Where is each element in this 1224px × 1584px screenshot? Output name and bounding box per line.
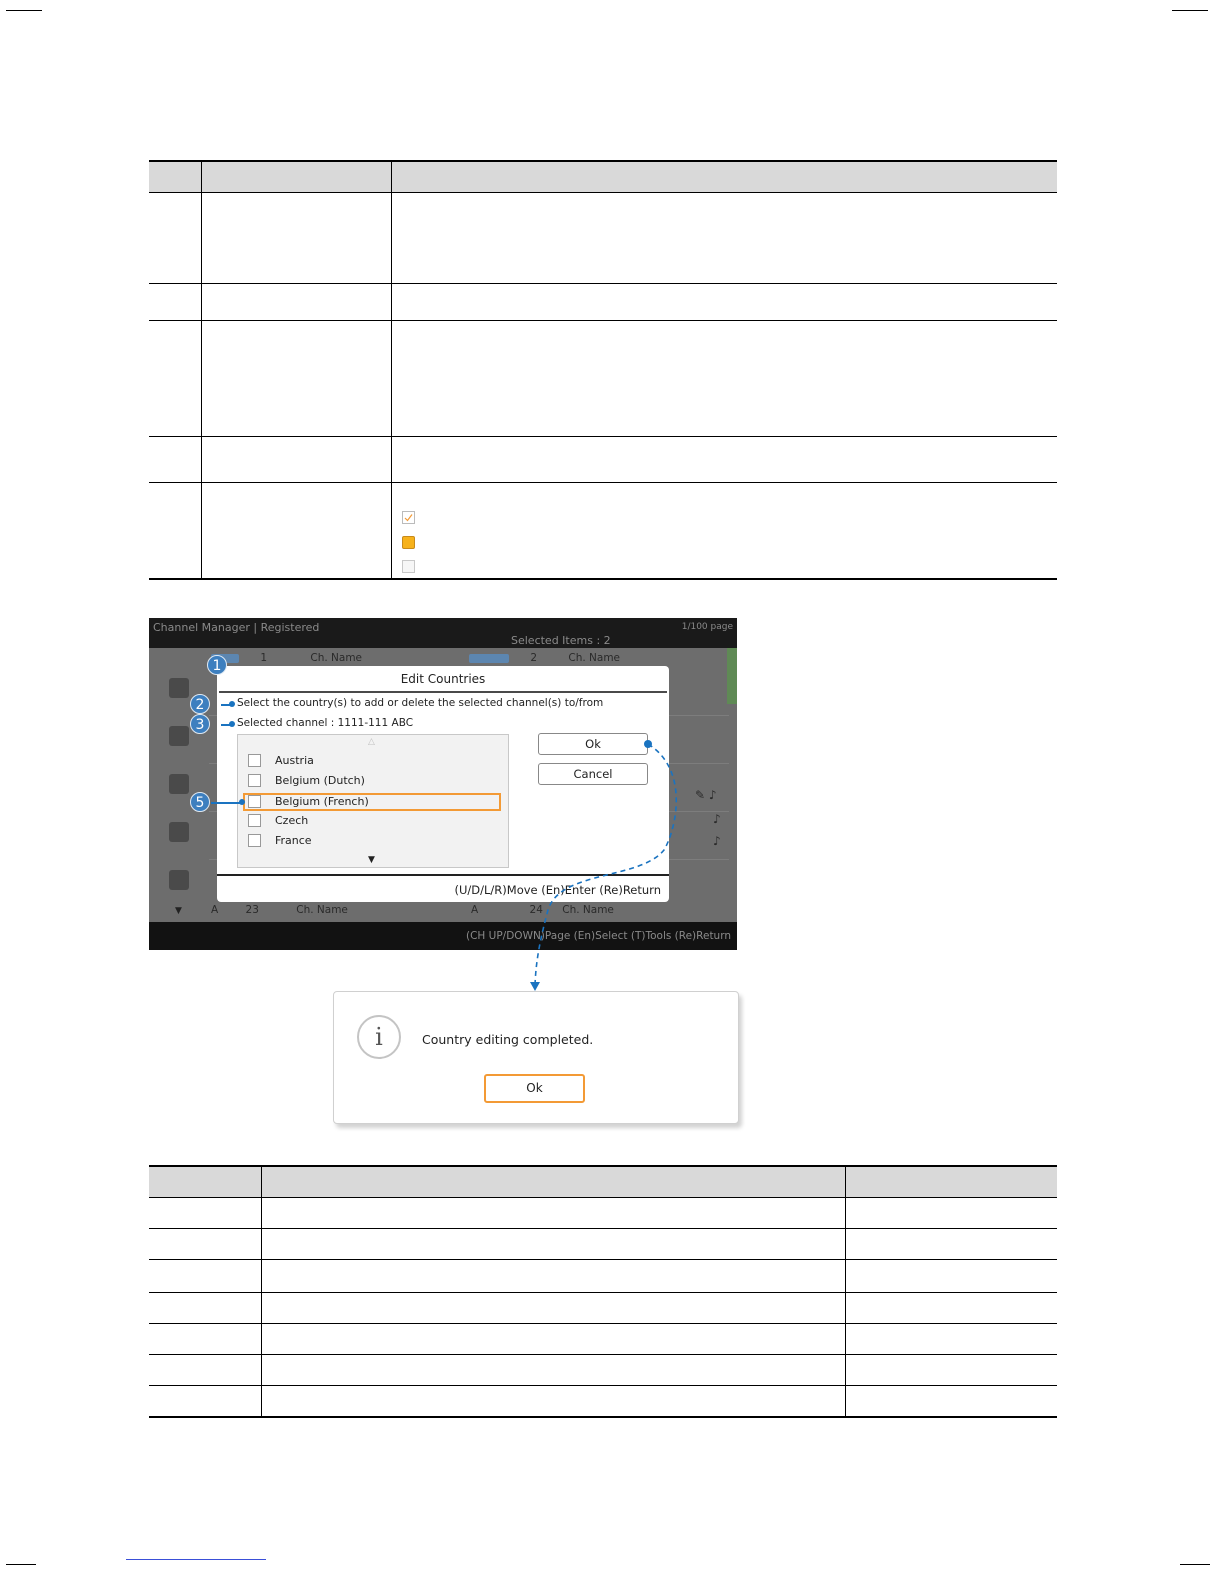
music-icon: ♪ [713, 834, 721, 848]
channel-name: Ch. Name [310, 652, 363, 664]
table-cell [149, 193, 201, 284]
channel-prefix: A [211, 904, 219, 916]
table-cell [201, 193, 391, 284]
table-header-row [149, 161, 1057, 193]
table-cell [845, 1198, 1057, 1229]
callout-marker-5: 5 [190, 792, 210, 812]
page-indicator: 1/100 page [681, 622, 733, 632]
tv-footer [149, 922, 737, 950]
channel-number: 1 [260, 652, 268, 664]
scrollbar-thumb[interactable] [727, 648, 737, 704]
selected-items-count: Selected Items : 2 [511, 634, 611, 647]
title-bar [149, 618, 737, 648]
scroll-down-icon[interactable]: ▼ [368, 855, 375, 865]
checkbox[interactable] [248, 774, 261, 787]
table-row [149, 1324, 1057, 1355]
checkbox[interactable] [248, 834, 261, 847]
footer-link-line [126, 1559, 266, 1560]
table-cell [845, 1355, 1057, 1386]
callout-dot [239, 799, 245, 805]
bottom-table [149, 1165, 1057, 1418]
channel-checkbox[interactable] [469, 654, 509, 663]
table-cell [261, 1260, 845, 1293]
popup-ok-button[interactable]: Ok [484, 1074, 585, 1103]
selected-channel-text: Selected channel : 1111-111 ABC [237, 717, 414, 729]
channel-row[interactable] [469, 652, 620, 664]
divider [217, 874, 669, 876]
table-cell [149, 1229, 261, 1260]
ok-button[interactable]: Ok [538, 733, 648, 755]
header-cell [149, 161, 201, 193]
table-row [149, 1260, 1057, 1293]
header-cell [391, 161, 1057, 193]
empty-checkbox-icon [402, 560, 415, 573]
dialog-title: Edit Countries [400, 672, 486, 686]
country-label: Austria [275, 754, 314, 767]
table-cell [845, 1229, 1057, 1260]
channel-row[interactable] [211, 904, 348, 916]
table-cell [845, 1324, 1057, 1355]
checkbox[interactable] [248, 795, 261, 808]
header-cell [845, 1166, 1057, 1198]
country-list[interactable] [237, 734, 509, 868]
side-button[interactable] [169, 822, 189, 842]
table-cell [391, 193, 1057, 284]
dialog-footer-hint: (U/D/L/R)Move (En)Enter (Re)Return [454, 883, 661, 897]
channel-number: 23 [245, 904, 259, 916]
table-cell [149, 437, 201, 483]
table-cell [201, 483, 391, 579]
channel-row[interactable] [471, 904, 614, 916]
table-cell [149, 1324, 261, 1355]
table-cell [149, 1355, 261, 1386]
tv-screenshot [149, 618, 737, 950]
checkbox[interactable] [248, 814, 261, 827]
country-label: Belgium (Dutch) [275, 774, 365, 787]
cancel-button[interactable]: Cancel [538, 763, 648, 785]
music-icon: ♪ [713, 812, 721, 826]
table-cell [149, 284, 201, 321]
callout-marker-3: 3 [190, 714, 210, 734]
channel-name: Ch. Name [296, 904, 348, 916]
table-row [149, 483, 1057, 579]
table-row [149, 1229, 1057, 1260]
crop-mark-top-right [1172, 10, 1208, 11]
lock-icon: ✎ ♪ [695, 788, 717, 802]
country-label: France [275, 834, 312, 847]
crop-mark-bottom-right [1180, 1564, 1210, 1565]
table-row [149, 1386, 1057, 1417]
table-cell [261, 1198, 845, 1229]
side-button[interactable] [169, 726, 189, 746]
table-row [149, 1293, 1057, 1324]
table-header-row [149, 1166, 1057, 1198]
crop-mark-top-left [6, 10, 42, 11]
channel-name: Ch. Name [568, 652, 621, 664]
channel-prefix: A [471, 904, 479, 916]
table-cell [391, 437, 1057, 483]
scroll-up-icon[interactable]: △ [368, 737, 375, 747]
completion-popup [333, 991, 739, 1124]
side-button[interactable] [169, 678, 189, 698]
callout-dot [229, 721, 235, 727]
table-row [149, 1355, 1057, 1386]
country-label: Belgium (French) [275, 795, 369, 808]
top-table [149, 160, 1057, 580]
focused-checkbox-icon [402, 536, 415, 549]
table-cell [149, 1260, 261, 1293]
table-cell [201, 437, 391, 483]
table-cell [201, 321, 391, 437]
channel-number: 24 [529, 904, 543, 916]
table-cell [149, 1293, 261, 1324]
checked-checkbox-icon [402, 511, 415, 524]
callout-marker-1: 1 [207, 655, 227, 675]
channel-number: 2 [530, 652, 538, 664]
popup-message: Country editing completed. [422, 1032, 594, 1047]
table-row [149, 321, 1057, 437]
header-cell [261, 1166, 845, 1198]
table-row [149, 1198, 1057, 1229]
tv-footer-hint: (CH UP/DOWN)Page (En)Select (T)Tools (Re)Return [466, 930, 731, 942]
table-cell [391, 284, 1057, 321]
country-label: Czech [275, 814, 309, 827]
channel-row[interactable] [211, 652, 362, 664]
side-button[interactable] [169, 870, 189, 890]
scroll-down-icon[interactable]: ▼ [175, 906, 182, 916]
table-cell [261, 1293, 845, 1324]
channel-name: Ch. Name [562, 904, 614, 916]
callout-dot [229, 701, 235, 707]
table-cell [149, 1386, 261, 1417]
app-title: Channel Manager | Registered [153, 621, 320, 634]
table-cell [261, 1229, 845, 1260]
side-button[interactable] [169, 774, 189, 794]
table-cell [391, 321, 1057, 437]
table-cell [261, 1324, 845, 1355]
table-row [149, 193, 1057, 284]
table-row [149, 284, 1057, 321]
checkbox[interactable] [248, 754, 261, 767]
table-cell [201, 284, 391, 321]
divider [219, 691, 667, 693]
table-cell [391, 483, 1057, 579]
callout-marker-2: 2 [190, 694, 210, 714]
table-cell [845, 1386, 1057, 1417]
table-cell [149, 483, 201, 579]
info-icon: i [357, 1015, 401, 1059]
table-cell [845, 1260, 1057, 1293]
table-row [149, 437, 1057, 483]
header-cell [201, 161, 391, 193]
table-cell [261, 1355, 845, 1386]
edit-countries-dialog [217, 666, 669, 902]
table-cell [261, 1386, 845, 1417]
header-cell [149, 1166, 261, 1198]
table-cell [149, 321, 201, 437]
table-cell [845, 1293, 1057, 1324]
table-cell [149, 1198, 261, 1229]
crop-mark-bottom-left [6, 1564, 36, 1565]
instruction-text: Select the country(s) to add or delete the selected channel(s) to/from [237, 697, 604, 709]
